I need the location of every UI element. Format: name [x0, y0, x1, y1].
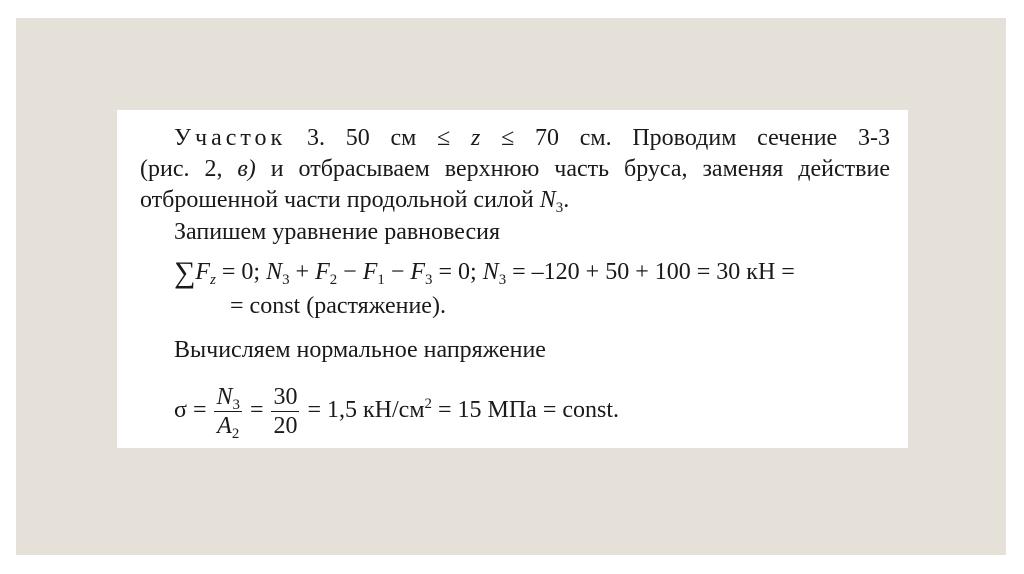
stress-formula	[174, 380, 620, 443]
operator: =	[243, 397, 270, 423]
word: бруса,	[624, 156, 688, 182]
symbol-F: F	[362, 259, 378, 285]
word: Проводим	[632, 125, 737, 151]
text: = –120 + 50 + 100 = 30 кН =	[506, 259, 795, 285]
fraction-30-20	[271, 383, 299, 440]
operator: +	[289, 259, 316, 285]
word: часть	[554, 156, 610, 182]
superscript: 2	[424, 396, 432, 413]
subscript: 2	[231, 426, 240, 443]
word: сечение	[757, 125, 838, 151]
text: = 15 МПа = const.	[431, 397, 620, 423]
word: 3-3	[857, 125, 890, 151]
variable-z: z	[470, 125, 481, 151]
word: и	[270, 156, 284, 182]
text: отброшенной части продольной силой	[140, 187, 540, 213]
subscript: 3	[498, 272, 507, 289]
subscript: 3	[555, 200, 564, 217]
sum-symbol: ∑	[174, 256, 196, 289]
text: = 1,5 кН/см	[301, 397, 425, 423]
symbol-N: N	[482, 259, 499, 285]
word: см	[390, 125, 417, 151]
symbol-F: F	[195, 259, 211, 285]
word: 2,	[204, 156, 223, 182]
symbol-F: F	[410, 259, 426, 285]
symbol-N: N	[266, 259, 283, 285]
subscript: 3	[232, 397, 240, 414]
word: верхнюю	[444, 156, 540, 182]
text: .	[563, 187, 570, 213]
text: = 0;	[215, 259, 267, 285]
fraction-n3-a2	[214, 383, 241, 443]
subscript: 1	[377, 272, 385, 289]
numerator: 30	[273, 383, 298, 410]
equilibrium-equation	[174, 258, 795, 287]
word: отбрасываем	[298, 156, 430, 182]
operator: −	[337, 259, 363, 285]
word: в)	[237, 156, 256, 182]
subscript: z	[210, 272, 216, 289]
denominator: 20	[273, 412, 298, 439]
word: 70	[534, 125, 559, 151]
word: 3.	[306, 125, 325, 151]
word: ≤	[501, 125, 515, 151]
operator: =	[186, 397, 213, 423]
word: Участок	[174, 125, 287, 151]
word: 50	[345, 125, 370, 151]
paragraph-line-2	[140, 155, 890, 183]
paragraph-line-3	[140, 186, 570, 217]
subscript: 2	[329, 272, 338, 289]
text-card	[117, 110, 908, 448]
word: заменяя	[702, 156, 784, 182]
paragraph-line-1	[174, 124, 890, 152]
symbol-F: F	[315, 259, 330, 285]
word: см.	[579, 125, 612, 151]
equilibrium-heading: Запишем уравнение равновесия	[174, 219, 500, 245]
equilibrium-equation-line-2: = const (растяжение).	[230, 293, 446, 319]
operator: −	[384, 259, 411, 285]
symbol-sigma: σ	[174, 397, 187, 423]
stress-heading: Вычисляем нормальное напряжение	[174, 337, 546, 363]
word: действие	[798, 156, 890, 182]
word: ≤	[437, 125, 451, 151]
symbol-A: A	[217, 412, 232, 439]
subscript: 3	[282, 272, 290, 289]
word: (рис.	[140, 156, 190, 182]
symbol-N: N	[539, 187, 556, 213]
text: = 0;	[432, 259, 483, 285]
symbol-N: N	[216, 383, 233, 410]
subscript: 3	[425, 272, 433, 289]
